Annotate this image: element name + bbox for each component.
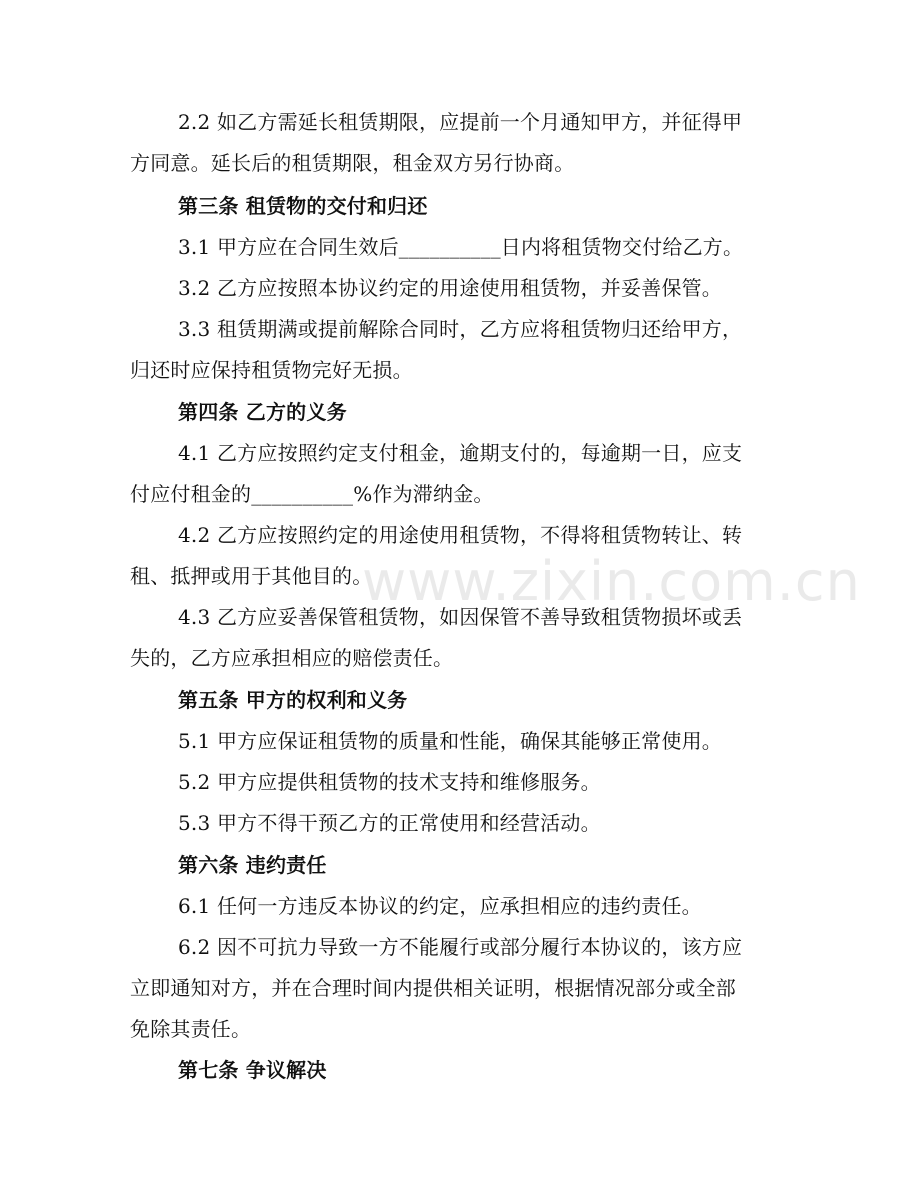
- clause-5-1: 5.1 甲方应保证租赁物的质量和性能，确保其能够正常使用。: [178, 729, 722, 753]
- article-6-heading: 第六条 违约责任: [178, 853, 327, 877]
- clause-3-3-line-1: 3.3 租赁期满或提前解除合同时，乙方应将租赁物归还给甲方，: [178, 317, 743, 341]
- clause-6-2-line-3: 免除其责任。: [130, 1017, 252, 1041]
- clause-6-2-line-1: 6.2 因不可抗力导致一方不能履行或部分履行本协议的，该方应: [178, 935, 743, 959]
- clause-5-3: 5.3 甲方不得干预乙方的正常使用和经营活动。: [178, 811, 601, 835]
- clause-5-2: 5.2 甲方应提供租赁物的技术支持和维修服务。: [178, 770, 601, 794]
- clause-4-2-line-1: 4.2 乙方应按照约定的用途使用租赁物，不得将租赁物转让、转: [178, 523, 743, 547]
- clause-6-2-line-2: 立即通知对方，并在合理时间内提供相关证明，根据情况部分或全部: [130, 976, 736, 1000]
- watermark-text: www.zixin.com.cn: [362, 550, 861, 613]
- clause-3-1: 3.1 甲方应在合同生效后__________日内将租赁物交付给乙方。: [178, 235, 744, 259]
- clause-4-3-line-1: 4.3 乙方应妥善保管租赁物，如因保管不善导致租赁物损坏或丢: [178, 605, 743, 629]
- clause-4-3-line-2: 失的，乙方应承担相应的赔偿责任。: [130, 646, 454, 670]
- clause-2-2-line-2: 方同意。延长后的租赁期限，租金双方另行协商。: [130, 151, 575, 175]
- article-3-heading: 第三条 租赁物的交付和归还: [178, 194, 428, 218]
- clause-4-2-line-2: 租、抵押或用于其他目的。: [130, 564, 373, 588]
- article-7-heading: 第七条 争议解决: [178, 1058, 327, 1082]
- clause-3-2: 3.2 乙方应按照本协议约定的用途使用租赁物，并妥善保管。: [178, 276, 722, 300]
- clause-3-3-line-2: 归还时应保持租赁物完好无损。: [130, 358, 413, 382]
- article-4-heading: 第四条 乙方的义务: [178, 400, 347, 424]
- clause-4-1-line-1: 4.1 乙方应按照约定支付租金，逾期支付的，每逾期一日，应支: [178, 441, 743, 465]
- clause-6-1: 6.1 任何一方违反本协议的约定，应承担相应的违约责任。: [178, 894, 702, 918]
- clause-4-1-line-2: 付应付租金的__________%作为滞纳金。: [130, 482, 494, 506]
- article-5-heading: 第五条 甲方的权利和义务: [178, 688, 408, 712]
- clause-2-2-line-1: 2.2 如乙方需延长租赁期限，应提前一个月通知甲方，并征得甲: [178, 110, 743, 134]
